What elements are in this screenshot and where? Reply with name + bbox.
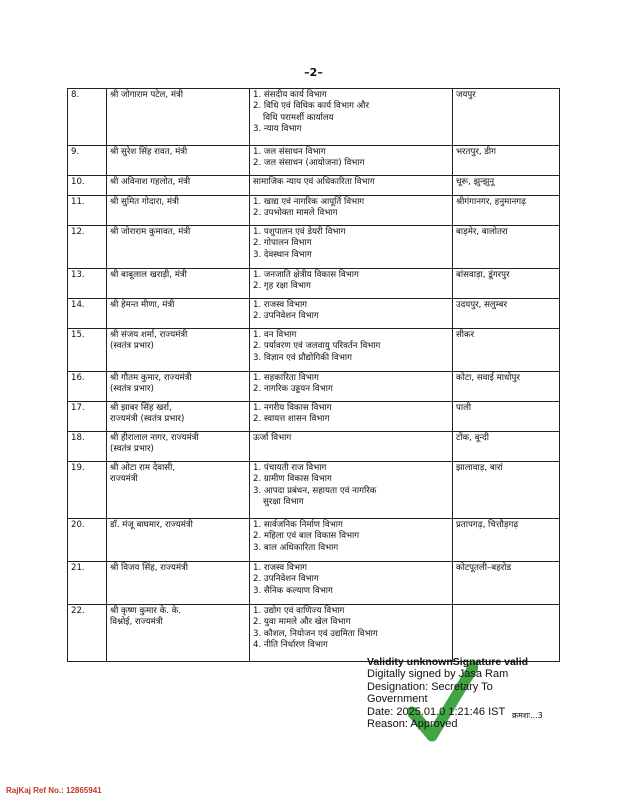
district-cell: सीकर xyxy=(453,329,560,372)
district-cell: बाड़मेर, बालोतरा xyxy=(453,226,560,269)
page-number: –2– xyxy=(304,66,323,79)
department-item: 2. विधि एवं विधिक कार्य विभाग और xyxy=(253,101,369,112)
departments-cell xyxy=(250,519,453,562)
reference-number: RajKaj Ref No.: 12865941 xyxy=(6,786,102,795)
department-item: 1. पंचायती राज विभाग xyxy=(253,463,327,473)
district-cell: श्रीगंगानगर, हनुमानगढ़ xyxy=(453,196,560,226)
signature-status: Validity unknownSignature valid xyxy=(367,656,529,668)
departments-cell xyxy=(250,176,453,196)
minister-name-line: श्री ओटा राम देवासी, xyxy=(110,463,176,473)
district-cell: टोंक, बून्दी xyxy=(453,432,560,462)
district-cell: चूरू, झुन्झुनू xyxy=(453,176,560,196)
minister-name xyxy=(107,89,250,146)
department-item: 2. गोपालन विभाग xyxy=(253,238,312,249)
minister-name-line: डॉ. मंजू बाघमार, राज्यमंत्री xyxy=(110,520,193,530)
minister-name-line: श्री संजय शर्मा, राज्यमंत्री xyxy=(110,330,188,340)
table-row xyxy=(68,402,560,432)
serial-number: 16. xyxy=(68,372,107,402)
serial-number: 17. xyxy=(68,402,107,432)
departments-cell xyxy=(250,226,453,269)
minister-name-line: विश्नोई, राज्यमंत्री xyxy=(110,617,163,628)
table-row xyxy=(68,176,560,196)
table-row xyxy=(68,269,560,299)
signature-line: Digitally signed by Jasa Ram xyxy=(367,668,509,681)
minister-name-line: श्री बाबूलाल खराड़ी, मंत्री xyxy=(110,270,187,280)
department-item: 2. उपनिवेशन विभाग xyxy=(253,311,319,322)
department-item: 2. युवा मामले और खेल विभाग xyxy=(253,617,351,628)
minister-name xyxy=(107,299,250,329)
departments-cell xyxy=(250,402,453,432)
department-item: 1. जनजाति क्षेत्रीय विकास विभाग xyxy=(253,270,359,280)
district-cell: कोटपूतली–बहरोड xyxy=(453,562,560,605)
serial-number: 14. xyxy=(68,299,107,329)
table-row xyxy=(68,372,560,402)
department-item: ऊर्जा विभाग xyxy=(253,433,292,443)
district-cell: कोटा, सवाई माधोपुर xyxy=(453,372,560,402)
serial-number: 18. xyxy=(68,432,107,462)
serial-number: 9. xyxy=(68,146,107,176)
table-row xyxy=(68,605,560,662)
serial-number: 15. xyxy=(68,329,107,372)
department-item: 2. उपनिवेशन विभाग xyxy=(253,574,319,585)
minister-name xyxy=(107,372,250,402)
minister-name xyxy=(107,605,250,662)
department-item: 1. खाद्य एवं नागरिक आपूर्ति विभाग xyxy=(253,197,365,207)
table-row xyxy=(68,329,560,372)
table-row xyxy=(68,519,560,562)
signature-details xyxy=(367,668,567,730)
district-cell: उदयपुर, सलुम्बर xyxy=(453,299,560,329)
minister-name xyxy=(107,329,250,372)
minister-name-line: (स्वतंत्र प्रभार) xyxy=(110,341,154,352)
department-item: 3. न्याय विभाग xyxy=(253,123,302,134)
serial-number: 22. xyxy=(68,605,107,662)
department-item: 1. वन विभाग xyxy=(253,330,297,340)
minister-name-line: (स्वतंत्र प्रभार) xyxy=(110,444,154,455)
department-item: 2. नागरिक उड्डयन विभाग xyxy=(253,384,333,395)
department-item: 3. कौशल, नियोजन एवं उद्यमिता विभाग xyxy=(253,628,378,639)
department-item: 2. पर्यावरण एवं जलवायु परिवर्तन विभाग xyxy=(253,341,381,352)
minister-name xyxy=(107,146,250,176)
table-row xyxy=(68,196,560,226)
minister-name xyxy=(107,432,250,462)
department-item: 1. राजस्व विभाग xyxy=(253,563,308,573)
minister-name xyxy=(107,462,250,519)
department-item: 1. सहकारिता विभाग xyxy=(253,373,319,383)
table-row xyxy=(68,432,560,462)
serial-number: 8. xyxy=(68,89,107,146)
department-item: 1. नगरीय विकास विभाग xyxy=(253,403,332,413)
minister-name xyxy=(107,269,250,299)
continue-marker: क्रमशः...3 xyxy=(512,711,543,720)
signature-line: Date: 2025.01.0 1:21:46 IST xyxy=(367,705,506,718)
minister-name-line: श्री जोराराम कुमावत, मंत्री xyxy=(110,227,191,237)
serial-number: 10. xyxy=(68,176,107,196)
serial-number: 19. xyxy=(68,462,107,519)
district-cell: भरतपुर, डीग xyxy=(453,146,560,176)
table-row xyxy=(68,562,560,605)
district-cell: पाली xyxy=(453,402,560,432)
minister-name-line: श्री सुमित गोदारा, मंत्री xyxy=(110,197,180,207)
department-item: 1. जल संसाधन विभाग xyxy=(253,147,326,157)
department-item: 1. संसदीय कार्य विभाग xyxy=(253,90,327,100)
department-item: सुरक्षा विभाग xyxy=(263,496,304,507)
department-item: 3. बाल अधिकारिता विभाग xyxy=(253,542,339,553)
department-item: 2. गृह रक्षा विभाग xyxy=(253,281,311,292)
minister-name-line: श्री जोगाराम पटेल, मंत्री xyxy=(110,90,183,100)
minister-name-line: श्री झाबर सिंह खर्रा, xyxy=(110,403,172,413)
department-item: 2. ग्रामीण विकास विभाग xyxy=(253,474,332,485)
minister-name xyxy=(107,226,250,269)
departments-cell xyxy=(250,329,453,372)
minister-name xyxy=(107,519,250,562)
department-item: 3. सैनिक कल्याण विभाग xyxy=(253,585,333,596)
minister-name-line: श्री सुरेश सिंह रावत, मंत्री xyxy=(110,147,188,157)
serial-number: 21. xyxy=(68,562,107,605)
district-cell: प्रतापगढ़, चित्तौड़गढ़ xyxy=(453,519,560,562)
district-cell: झालावाड़, बारां xyxy=(453,462,560,519)
table-row xyxy=(68,146,560,176)
table-body xyxy=(68,89,560,662)
department-item: विधि परामर्शी कार्यालय xyxy=(263,112,334,123)
minister-name-line: (स्वतंत्र प्रभार) xyxy=(110,384,154,395)
table-row xyxy=(68,89,560,146)
departments-cell xyxy=(250,146,453,176)
minister-name-line: श्री अविनाश गहलोत, मंत्री xyxy=(110,177,191,187)
departments-cell xyxy=(250,462,453,519)
departments-cell xyxy=(250,432,453,462)
minister-name xyxy=(107,562,250,605)
department-item: सामाजिक न्याय एवं अधिकारिता विभाग xyxy=(253,177,375,187)
minister-name xyxy=(107,196,250,226)
department-item: 2. महिला एवं बाल विकास विभाग xyxy=(253,531,360,542)
department-item: 1. पशुपालन एवं डेयरी विभाग xyxy=(253,227,346,237)
department-item: 3. विज्ञान एवं प्रौद्योगिकी विभाग xyxy=(253,352,352,363)
minister-name-line: श्री हीरालाल नागर, राज्यमंत्री xyxy=(110,433,199,443)
department-item: 1. उद्योग एवं वाणिज्य विभाग xyxy=(253,606,345,616)
table-row xyxy=(68,226,560,269)
departments-cell xyxy=(250,372,453,402)
minister-name-line: राज्यमंत्री xyxy=(110,474,138,485)
department-item: 2. स्वायत्त शासन विभाग xyxy=(253,414,330,425)
department-item: 4. नीति निर्धारण विभाग xyxy=(253,639,328,650)
departments-cell xyxy=(250,196,453,226)
serial-number: 13. xyxy=(68,269,107,299)
departments-cell xyxy=(250,299,453,329)
signature-line: Designation: Secretary To xyxy=(367,680,493,693)
minister-name-line: श्री विजय सिंह, राज्यमंत्री xyxy=(110,563,188,573)
district-cell xyxy=(453,605,560,662)
department-item: 1. राजस्व विभाग xyxy=(253,300,308,310)
serial-number: 12. xyxy=(68,226,107,269)
department-item: 2. जल संसाधन (आयोजना) विभाग xyxy=(253,158,365,169)
minister-name-line: श्री कृष्ण कुमार के. के. xyxy=(110,606,181,616)
minister-name-line: श्री हेमन्त मीणा, मंत्री xyxy=(110,300,175,310)
departments-cell xyxy=(250,562,453,605)
signature-line: Reason: Approved xyxy=(367,718,458,731)
department-item: 2. उपभोक्ता मामले विभाग xyxy=(253,208,338,219)
minister-portfolio-table xyxy=(67,88,560,662)
departments-cell xyxy=(250,269,453,299)
departments-cell xyxy=(250,605,453,662)
minister-name xyxy=(107,176,250,196)
signature-line: Government xyxy=(367,693,428,706)
minister-name-line: श्री गौतम कुमार, राज्यमंत्री xyxy=(110,373,192,383)
minister-name-line: राज्यमंत्री (स्वतंत्र प्रभार) xyxy=(110,414,185,425)
district-cell: जयपुर xyxy=(453,89,560,146)
department-item: 3. आपदा प्रबंधन, सहायता एवं नागरिक xyxy=(253,485,377,496)
serial-number: 20. xyxy=(68,519,107,562)
departments-cell xyxy=(250,89,453,146)
table-row xyxy=(68,462,560,519)
table-row xyxy=(68,299,560,329)
department-item: 1. सार्वजनिक निर्माण विभाग xyxy=(253,520,343,530)
department-item: 3. देवस्थान विभाग xyxy=(253,249,312,260)
minister-name xyxy=(107,402,250,432)
district-cell: बांसवाड़ा, डूंगरपुर xyxy=(453,269,560,299)
serial-number: 11. xyxy=(68,196,107,226)
